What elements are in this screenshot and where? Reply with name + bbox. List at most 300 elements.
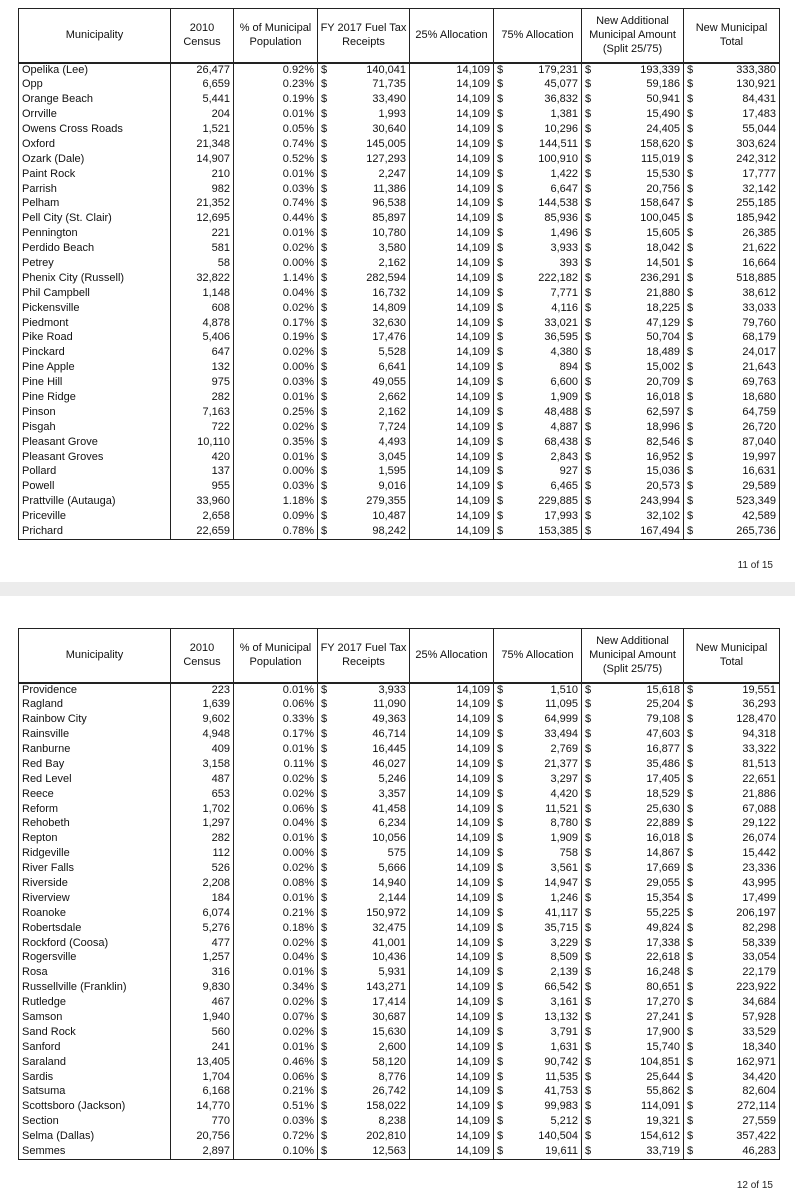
currency-symbol: $ — [321, 197, 328, 210]
currency-symbol: $ — [585, 757, 592, 770]
currency-symbol: $ — [585, 227, 592, 240]
cell-municipality: Ranburne — [19, 742, 171, 757]
cell-new-total — [684, 465, 780, 480]
cell-value: 14,109 — [456, 435, 490, 448]
cell-alloc25 — [410, 1114, 494, 1129]
cell-value: 2,600 — [378, 1040, 406, 1053]
currency-symbol: $ — [321, 495, 328, 508]
cell-municipality: Parrish — [19, 182, 171, 197]
cell-census: 1,257 — [171, 951, 234, 966]
table-row — [19, 152, 780, 167]
currency-symbol: $ — [687, 346, 694, 359]
cell-value: 3,045 — [378, 450, 406, 463]
cell-value: 14,109 — [456, 981, 490, 994]
cell-value: 17,993 — [544, 510, 578, 523]
cell-value: 14,109 — [456, 996, 490, 1009]
currency-symbol: $ — [585, 1085, 592, 1098]
cell-municipality: Phenix City (Russell) — [19, 271, 171, 286]
cell-value: 185,942 — [736, 212, 776, 225]
cell-new-total — [684, 921, 780, 936]
cell-value: 2,247 — [378, 167, 406, 180]
currency-symbol: $ — [687, 981, 694, 994]
cell-new-total — [684, 479, 780, 494]
cell-census: 33,960 — [171, 494, 234, 509]
cell-pct: 0.07% — [234, 1010, 318, 1025]
cell-new-total — [684, 137, 780, 152]
table-row — [19, 345, 780, 360]
cell-pct: 0.72% — [234, 1129, 318, 1144]
cell-municipality: Pleasant Grove — [19, 435, 171, 450]
cell-municipality: Red Level — [19, 772, 171, 787]
cell-alloc25 — [410, 63, 494, 78]
cell-value: 17,669 — [646, 862, 680, 875]
table-row — [19, 405, 780, 420]
cell-value: 104,851 — [640, 1055, 680, 1068]
cell-new-total — [684, 375, 780, 390]
cell-fy — [318, 1055, 410, 1070]
table-row — [19, 137, 780, 152]
header-fy: FY 2017 Fuel Tax Receipts — [318, 9, 410, 63]
cell-value: 29,589 — [742, 480, 776, 493]
cell-value: 43,995 — [742, 877, 776, 890]
header-fy: FY 2017 Fuel Tax Receipts — [318, 629, 410, 683]
cell-fy — [318, 787, 410, 802]
document-page-11 — [0, 0, 795, 582]
cell-pct: 0.21% — [234, 906, 318, 921]
currency-symbol: $ — [321, 465, 328, 478]
cell-municipality: Rainsville — [19, 727, 171, 742]
cell-value: 393 — [559, 257, 578, 270]
cell-value: 50,941 — [646, 93, 680, 106]
table-row — [19, 712, 780, 727]
cell-alloc75 — [494, 965, 582, 980]
cell-alloc75 — [494, 390, 582, 405]
cell-pct: 0.02% — [234, 420, 318, 435]
cell-value: 17,499 — [742, 891, 776, 904]
table-row — [19, 742, 780, 757]
cell-fy — [318, 831, 410, 846]
cell-alloc75 — [494, 1025, 582, 1040]
cell-value: 14,109 — [456, 817, 490, 830]
currency-symbol: $ — [585, 495, 592, 508]
cell-value: 206,197 — [736, 906, 776, 919]
currency-symbol: $ — [687, 524, 694, 537]
currency-symbol: $ — [497, 996, 504, 1009]
cell-fy — [318, 256, 410, 271]
currency-symbol: $ — [321, 78, 328, 91]
cell-value: 35,486 — [646, 757, 680, 770]
cell-municipality: Rosa — [19, 965, 171, 980]
cell-value: 144,538 — [538, 197, 578, 210]
cell-value: 14,867 — [646, 847, 680, 860]
cell-value: 357,422 — [736, 1130, 776, 1143]
cell-value: 24,017 — [742, 346, 776, 359]
cell-municipality: Reform — [19, 802, 171, 817]
cell-new-amount — [582, 697, 684, 712]
cell-value: 29,055 — [646, 877, 680, 890]
currency-symbol: $ — [585, 137, 592, 150]
currency-symbol: $ — [321, 137, 328, 150]
cell-value: 50,704 — [646, 331, 680, 344]
cell-value: 2,162 — [378, 257, 406, 270]
currency-symbol: $ — [687, 197, 694, 210]
cell-value: 33,054 — [742, 951, 776, 964]
cell-census: 112 — [171, 846, 234, 861]
cell-value: 1,510 — [550, 683, 578, 696]
header-municipality: Municipality — [19, 629, 171, 683]
table-row — [19, 757, 780, 772]
table-row — [19, 1085, 780, 1100]
cell-value: 20,756 — [646, 182, 680, 195]
cell-alloc25 — [410, 271, 494, 286]
cell-municipality: Samson — [19, 1010, 171, 1025]
cell-pct: 0.74% — [234, 137, 318, 152]
cell-alloc75 — [494, 1010, 582, 1025]
currency-symbol: $ — [321, 847, 328, 860]
currency-symbol: $ — [585, 510, 592, 523]
cell-alloc25 — [410, 77, 494, 92]
cell-alloc75 — [494, 906, 582, 921]
currency-symbol: $ — [497, 480, 504, 493]
currency-symbol: $ — [321, 728, 328, 741]
cell-fy — [318, 77, 410, 92]
table-row — [19, 360, 780, 375]
cell-value: 167,494 — [640, 524, 680, 537]
cell-value: 46,714 — [372, 728, 406, 741]
currency-symbol: $ — [585, 1025, 592, 1038]
cell-new-total — [684, 390, 780, 405]
currency-symbol: $ — [585, 480, 592, 493]
cell-pct: 0.03% — [234, 1114, 318, 1129]
currency-symbol: $ — [497, 257, 504, 270]
currency-symbol: $ — [497, 524, 504, 537]
cell-fy — [318, 965, 410, 980]
cell-value: 80,651 — [646, 981, 680, 994]
cell-value: 243,994 — [640, 495, 680, 508]
cell-alloc75 — [494, 936, 582, 951]
cell-alloc25 — [410, 936, 494, 951]
cell-value: 15,605 — [646, 227, 680, 240]
currency-symbol: $ — [321, 1055, 328, 1068]
header-pct: % of Municipal Population — [234, 9, 318, 63]
cell-value: 143,271 — [366, 981, 406, 994]
cell-value: 20,573 — [646, 480, 680, 493]
cell-value: 16,732 — [372, 286, 406, 299]
cell-new-total — [684, 1070, 780, 1085]
cell-census: 7,163 — [171, 405, 234, 420]
cell-value: 179,231 — [538, 63, 578, 76]
cell-municipality: Ridgeville — [19, 846, 171, 861]
cell-value: 6,647 — [550, 182, 578, 195]
table-row — [19, 802, 780, 817]
cell-pct: 0.06% — [234, 1070, 318, 1085]
cell-census: 420 — [171, 450, 234, 465]
cell-value: 115,019 — [641, 152, 680, 165]
cell-new-amount — [582, 331, 684, 346]
cell-new-amount — [582, 226, 684, 241]
header-new-amount: New Additional Municipal Amount (Split 25/75) — [582, 9, 684, 63]
cell-value: 1,909 — [550, 832, 578, 845]
table-row — [19, 77, 780, 92]
cell-value: 14,109 — [456, 63, 490, 76]
cell-pct: 0.02% — [234, 301, 318, 316]
cell-new-total — [684, 951, 780, 966]
currency-symbol: $ — [321, 772, 328, 785]
cell-pct: 0.19% — [234, 331, 318, 346]
currency-symbol: $ — [321, 951, 328, 964]
cell-new-amount — [582, 772, 684, 787]
currency-symbol: $ — [321, 376, 328, 389]
header-alloc25: 25% Allocation — [410, 9, 494, 63]
cell-new-amount — [582, 1114, 684, 1129]
cell-municipality: Red Bay — [19, 757, 171, 772]
currency-symbol: $ — [585, 405, 592, 418]
cell-value: 15,740 — [646, 1040, 680, 1053]
cell-value: 79,760 — [742, 316, 776, 329]
cell-value: 36,293 — [742, 698, 776, 711]
cell-municipality: Prattville (Autauga) — [19, 494, 171, 509]
currency-symbol: $ — [321, 921, 328, 934]
currency-symbol: $ — [585, 728, 592, 741]
cell-value: 1,422 — [550, 167, 578, 180]
table-row — [19, 509, 780, 524]
cell-value: 90,742 — [544, 1055, 578, 1068]
table-row — [19, 995, 780, 1010]
cell-new-total — [684, 226, 780, 241]
cell-value: 22,889 — [646, 817, 680, 830]
cell-municipality: Pelham — [19, 197, 171, 212]
cell-census: 2,208 — [171, 876, 234, 891]
page-number: 12 of 15 — [736, 1180, 773, 1191]
cell-value: 17,338 — [646, 936, 680, 949]
currency-symbol: $ — [585, 376, 592, 389]
cell-value: 14,109 — [456, 936, 490, 949]
cell-new-amount — [582, 1040, 684, 1055]
cell-value: 47,129 — [646, 316, 680, 329]
cell-value: 14,947 — [544, 877, 578, 890]
cell-alloc25 — [410, 494, 494, 509]
cell-new-total — [684, 271, 780, 286]
cell-fy — [318, 360, 410, 375]
header-alloc75: 75% Allocation — [494, 9, 582, 63]
cell-pct: 1.14% — [234, 271, 318, 286]
cell-new-amount — [582, 831, 684, 846]
cell-municipality: Sanford — [19, 1040, 171, 1055]
currency-symbol: $ — [321, 182, 328, 195]
cell-census: 2,897 — [171, 1144, 234, 1159]
cell-value: 21,886 — [742, 787, 776, 800]
cell-new-total — [684, 301, 780, 316]
cell-value: 59,186 — [646, 78, 680, 91]
cell-value: 41,753 — [544, 1085, 578, 1098]
table-row — [19, 316, 780, 331]
cell-alloc75 — [494, 727, 582, 742]
currency-symbol: $ — [687, 182, 694, 195]
cell-alloc75 — [494, 405, 582, 420]
table-row — [19, 787, 780, 802]
currency-symbol: $ — [321, 891, 328, 904]
cell-value: 11,535 — [545, 1070, 578, 1083]
currency-symbol: $ — [321, 108, 328, 121]
cell-pct: 0.44% — [234, 211, 318, 226]
cell-municipality: Powell — [19, 479, 171, 494]
cell-alloc25 — [410, 1055, 494, 1070]
cell-census: 975 — [171, 375, 234, 390]
cell-fy — [318, 92, 410, 107]
cell-municipality: Riverview — [19, 891, 171, 906]
currency-symbol: $ — [497, 1085, 504, 1098]
cell-value: 10,436 — [372, 951, 406, 964]
cell-value: 14,109 — [456, 286, 490, 299]
cell-value: 19,321 — [646, 1115, 680, 1128]
currency-symbol: $ — [321, 361, 328, 374]
cell-alloc25 — [410, 360, 494, 375]
cell-value: 41,117 — [545, 906, 578, 919]
cell-census: 1,148 — [171, 286, 234, 301]
cell-value: 14,501 — [646, 257, 680, 270]
cell-municipality: Russellville (Franklin) — [19, 980, 171, 995]
currency-symbol: $ — [585, 257, 592, 270]
cell-value: 14,109 — [456, 391, 490, 404]
currency-symbol: $ — [585, 316, 592, 329]
cell-census: 1,521 — [171, 122, 234, 137]
currency-symbol: $ — [585, 331, 592, 344]
cell-value: 14,109 — [456, 465, 490, 478]
table-row — [19, 1070, 780, 1085]
cell-pct: 0.35% — [234, 435, 318, 450]
cell-value: 3,161 — [550, 996, 578, 1009]
cell-new-amount — [582, 1099, 684, 1114]
cell-value: 22,651 — [742, 772, 776, 785]
currency-symbol: $ — [497, 787, 504, 800]
cell-fy — [318, 712, 410, 727]
cell-pct: 0.02% — [234, 936, 318, 951]
cell-alloc75 — [494, 712, 582, 727]
cell-value: 14,109 — [456, 242, 490, 255]
cell-alloc75 — [494, 1070, 582, 1085]
table-row — [19, 256, 780, 271]
currency-symbol: $ — [321, 167, 328, 180]
cell-new-amount — [582, 861, 684, 876]
cell-new-amount — [582, 817, 684, 832]
currency-symbol: $ — [585, 212, 592, 225]
currency-symbol: $ — [497, 728, 504, 741]
cell-value: 14,109 — [456, 108, 490, 121]
currency-symbol: $ — [497, 802, 504, 815]
cell-new-total — [684, 861, 780, 876]
cell-census: 1,704 — [171, 1070, 234, 1085]
cell-value: 15,530 — [646, 167, 680, 180]
currency-symbol: $ — [687, 257, 694, 270]
cell-new-amount — [582, 936, 684, 951]
cell-value: 58,339 — [742, 936, 776, 949]
cell-alloc75 — [494, 494, 582, 509]
cell-alloc25 — [410, 980, 494, 995]
cell-value: 145,005 — [366, 137, 406, 150]
cell-fy — [318, 241, 410, 256]
currency-symbol: $ — [585, 271, 592, 284]
cell-value: 758 — [559, 847, 578, 860]
cell-fy — [318, 772, 410, 787]
currency-symbol: $ — [585, 1130, 592, 1143]
cell-alloc75 — [494, 63, 582, 78]
cell-value: 18,340 — [742, 1040, 776, 1053]
cell-value: 14,109 — [456, 227, 490, 240]
cell-value: 10,780 — [372, 227, 406, 240]
cell-value: 193,339 — [640, 63, 680, 76]
cell-value: 14,109 — [456, 1115, 490, 1128]
cell-alloc25 — [410, 435, 494, 450]
currency-symbol: $ — [321, 713, 328, 726]
cell-value: 69,763 — [742, 376, 776, 389]
cell-municipality: Repton — [19, 831, 171, 846]
currency-symbol: $ — [497, 197, 504, 210]
currency-symbol: $ — [585, 450, 592, 463]
cell-census: 5,441 — [171, 92, 234, 107]
cell-value: 64,999 — [544, 713, 578, 726]
cell-value: 1,246 — [550, 891, 578, 904]
cell-value: 5,666 — [378, 862, 406, 875]
currency-symbol: $ — [497, 510, 504, 523]
cell-alloc75 — [494, 420, 582, 435]
currency-symbol: $ — [497, 981, 504, 994]
cell-value: 68,179 — [742, 331, 776, 344]
cell-pct: 0.01% — [234, 891, 318, 906]
currency-symbol: $ — [585, 1144, 592, 1157]
currency-symbol: $ — [321, 524, 328, 537]
currency-symbol: $ — [585, 420, 592, 433]
currency-symbol: $ — [497, 921, 504, 934]
cell-census: 4,948 — [171, 727, 234, 742]
currency-symbol: $ — [321, 1085, 328, 1098]
cell-value: 62,597 — [646, 405, 680, 418]
cell-new-amount — [582, 1085, 684, 1100]
cell-alloc25 — [410, 241, 494, 256]
cell-value: 33,719 — [646, 1144, 680, 1157]
cell-fy — [318, 122, 410, 137]
cell-pct: 0.02% — [234, 995, 318, 1010]
cell-value: 17,405 — [646, 772, 680, 785]
cell-value: 64,759 — [742, 405, 776, 418]
cell-new-total — [684, 256, 780, 271]
table-row — [19, 817, 780, 832]
cell-alloc75 — [494, 152, 582, 167]
cell-new-total — [684, 494, 780, 509]
cell-value: 1,631 — [550, 1040, 578, 1053]
currency-symbol: $ — [321, 906, 328, 919]
cell-value: 58,120 — [372, 1055, 406, 1068]
cell-municipality: Rockford (Coosa) — [19, 936, 171, 951]
table-row — [19, 494, 780, 509]
cell-fy — [318, 846, 410, 861]
table-row — [19, 301, 780, 316]
table-row — [19, 772, 780, 787]
currency-symbol: $ — [497, 698, 504, 711]
cell-value: 14,109 — [456, 1055, 490, 1068]
currency-symbol: $ — [585, 683, 592, 696]
cell-municipality: Reece — [19, 787, 171, 802]
cell-pct: 0.00% — [234, 846, 318, 861]
cell-alloc25 — [410, 405, 494, 420]
cell-new-total — [684, 876, 780, 891]
currency-symbol: $ — [687, 832, 694, 845]
cell-value: 82,546 — [646, 435, 680, 448]
cell-alloc75 — [494, 375, 582, 390]
cell-municipality: Sand Rock — [19, 1025, 171, 1040]
cell-census: 3,158 — [171, 757, 234, 772]
cell-pct: 0.00% — [234, 360, 318, 375]
cell-new-amount — [582, 980, 684, 995]
